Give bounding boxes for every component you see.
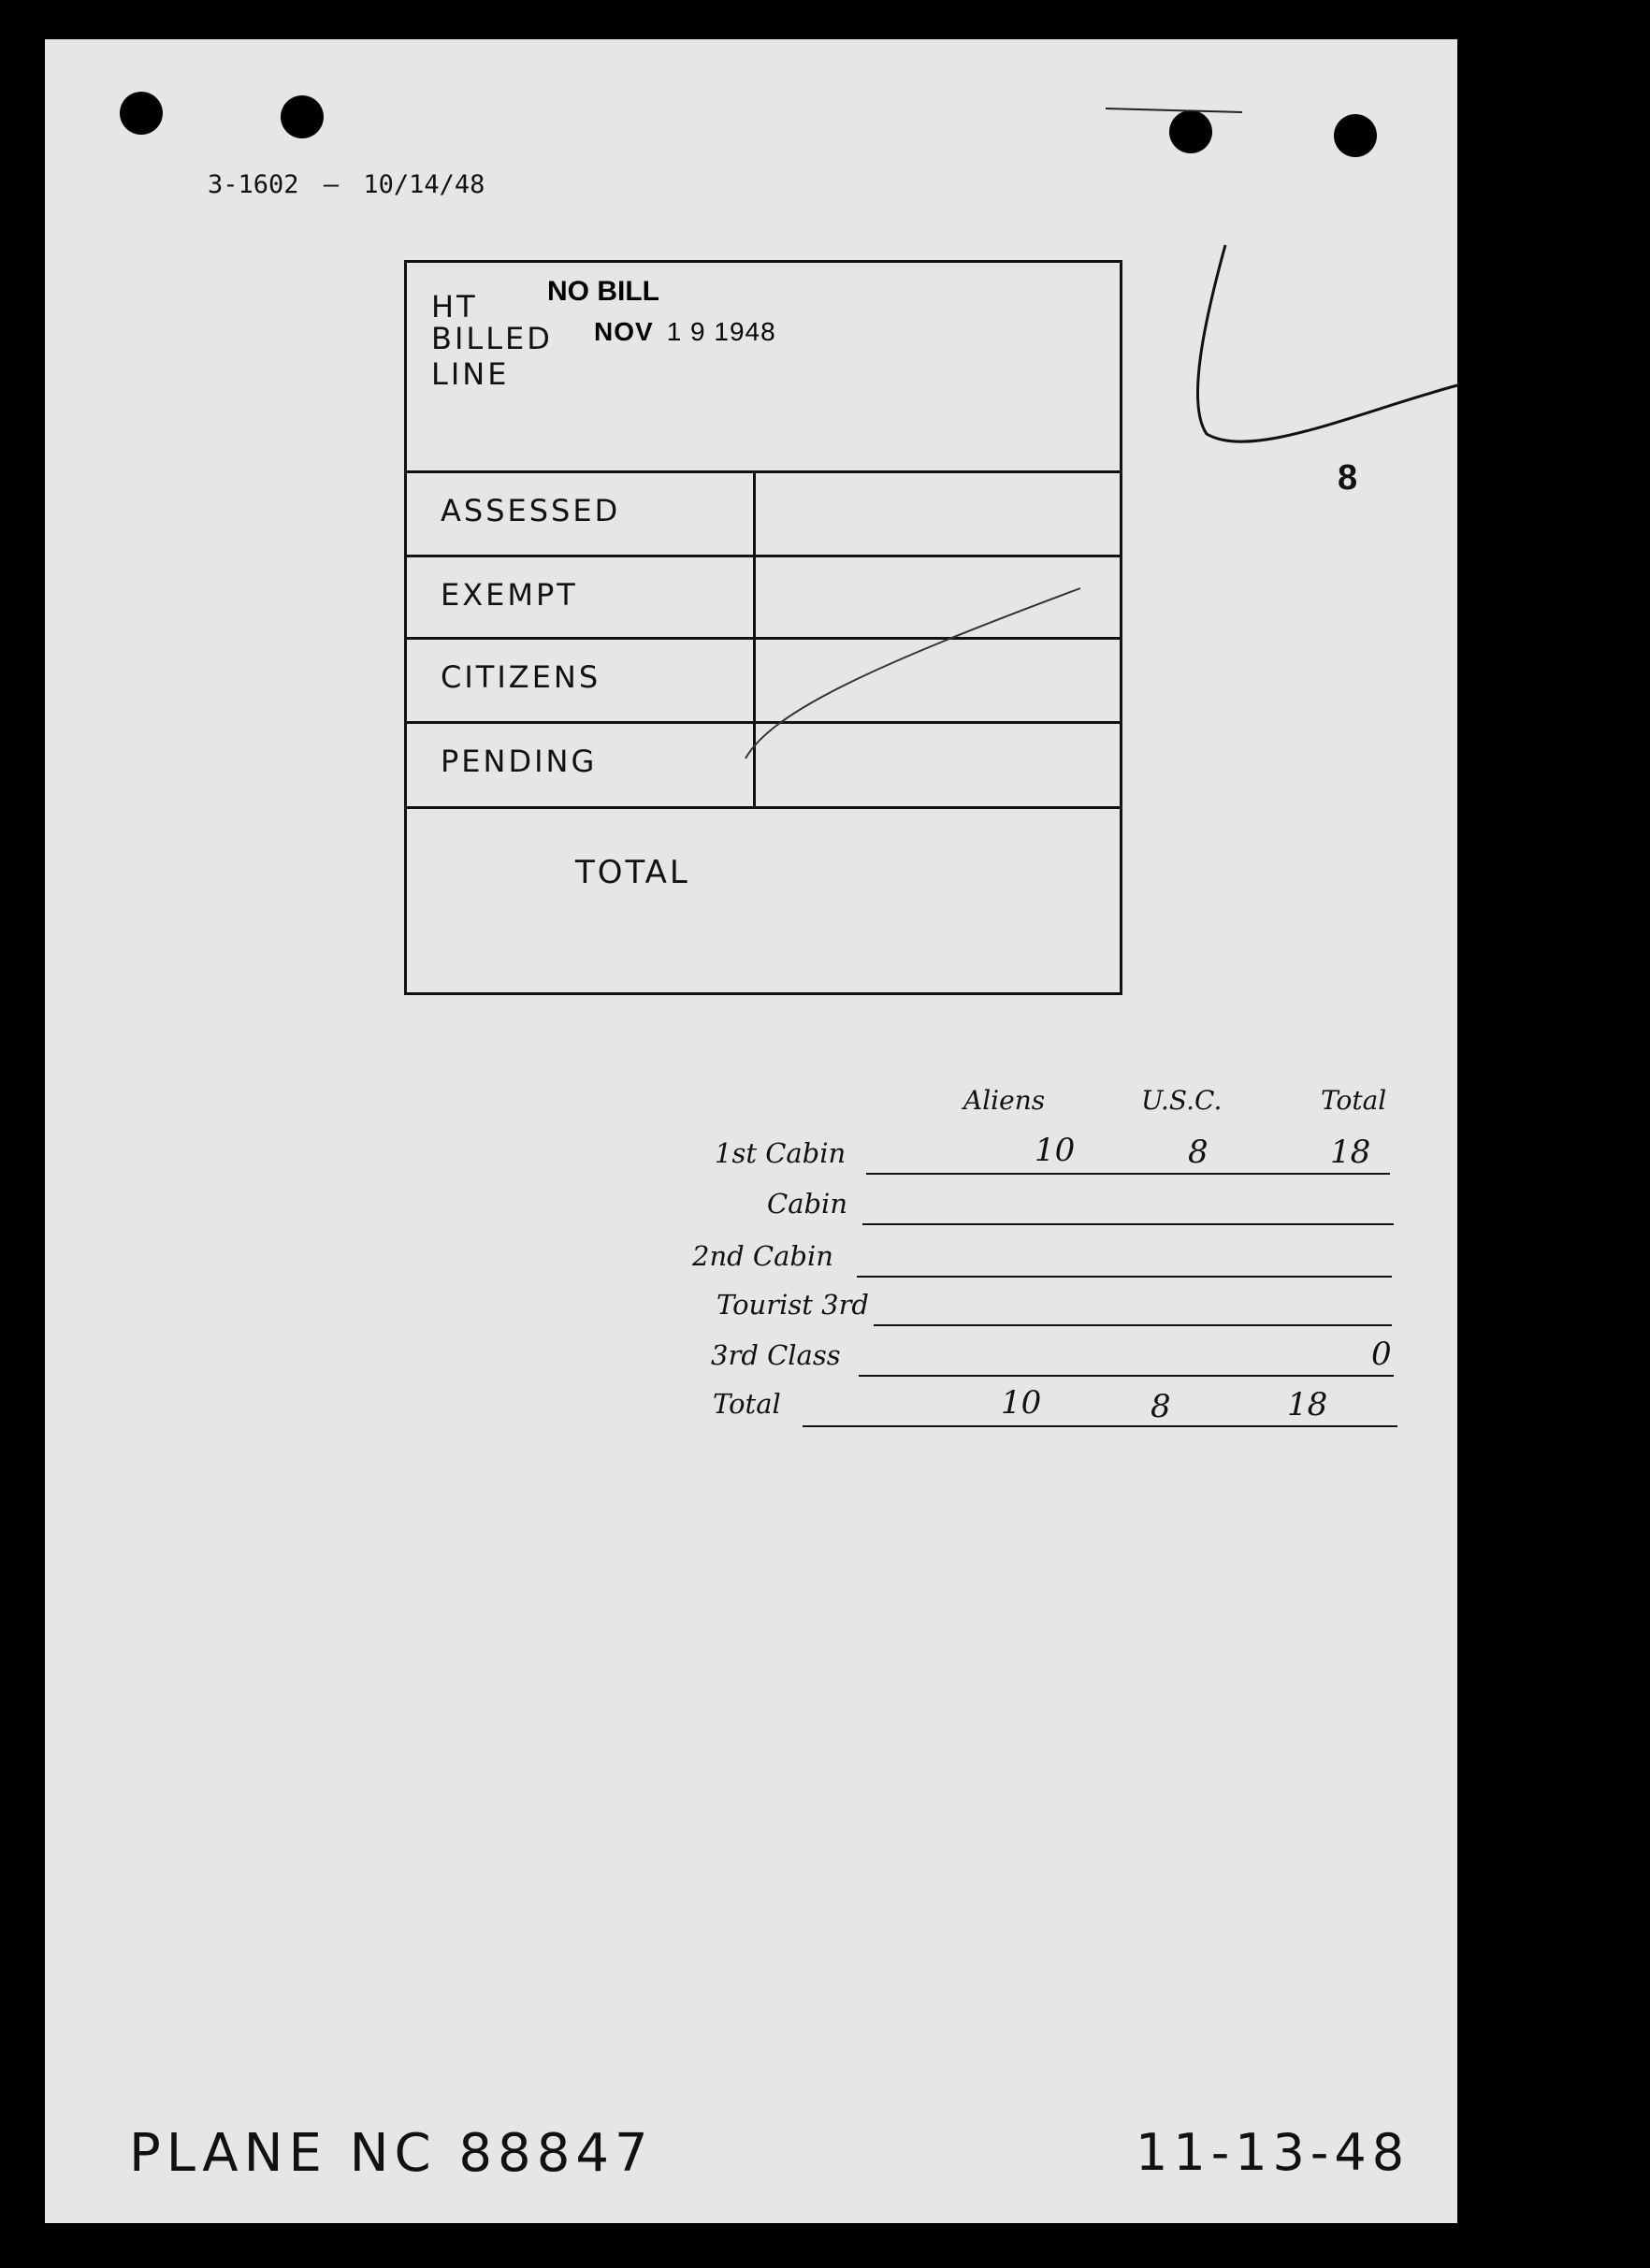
- row-line: [859, 1375, 1394, 1377]
- status-total-label: TOTAL: [575, 854, 690, 891]
- value-total: 18: [1287, 1386, 1328, 1423]
- handwritten-billed: BILLED: [431, 321, 553, 356]
- reference-number: 3-1602: [208, 170, 299, 199]
- status-row-label: PENDING: [441, 744, 598, 779]
- row-label-tourist-3rd: Tourist 3rd: [716, 1289, 869, 1321]
- row-label-2nd-cabin: 2nd Cabin: [692, 1240, 833, 1272]
- plane-number: PLANE NC 88847: [129, 2123, 654, 2184]
- status-row-assessed: [407, 470, 1120, 557]
- date-stamp: [594, 317, 776, 347]
- status-row-label: CITIZENS: [441, 659, 601, 695]
- column-header-aliens: Aliens: [963, 1085, 1046, 1116]
- status-row-label: ASSESSED: [441, 493, 621, 528]
- handwritten-ht: HT: [431, 289, 478, 325]
- pen-mark-icon: [1102, 95, 1252, 133]
- value-total: 0: [1371, 1336, 1392, 1373]
- footer-date: 11-13-48: [1136, 2123, 1411, 2182]
- row-line: [874, 1324, 1392, 1326]
- reference-date: 10/14/48: [363, 170, 485, 199]
- row-line: [862, 1223, 1394, 1225]
- row-label-cabin: Cabin: [767, 1188, 847, 1220]
- reference-dash: —: [323, 170, 340, 199]
- page-marker: 8: [1338, 458, 1358, 498]
- row-line: [857, 1276, 1392, 1278]
- diagonal-strike-icon: [734, 581, 1108, 787]
- date-stamp-day-year: 1 9 1948: [666, 317, 776, 346]
- date-stamp-month: NOV: [594, 317, 654, 346]
- handwritten-line: LINE: [431, 356, 510, 392]
- status-box: [404, 260, 1122, 995]
- status-row-label: EXEMPT: [441, 577, 578, 613]
- reference-line: [208, 170, 485, 199]
- punch-hole: [281, 95, 324, 138]
- punch-hole: [1334, 114, 1377, 157]
- no-bill-stamp: NO BILL: [547, 276, 659, 307]
- column-header-total: Total: [1321, 1085, 1387, 1116]
- column-header-usc: U.S.C.: [1141, 1085, 1223, 1116]
- value-aliens: 10: [1001, 1384, 1042, 1422]
- value-usc: 8: [1151, 1388, 1171, 1425]
- row-label-1st-cabin: 1st Cabin: [715, 1137, 847, 1169]
- value-aliens: 10: [1035, 1132, 1076, 1169]
- punch-hole: [120, 92, 163, 135]
- status-box-header: [407, 263, 1120, 473]
- row-label-total: Total: [713, 1388, 781, 1420]
- value-total: 18: [1330, 1134, 1371, 1171]
- row-label-3rd-class: 3rd Class: [711, 1339, 841, 1371]
- value-usc: 8: [1188, 1134, 1209, 1171]
- row-line: [803, 1425, 1397, 1427]
- row-line: [866, 1173, 1390, 1175]
- check-mark-icon: [1149, 208, 1467, 507]
